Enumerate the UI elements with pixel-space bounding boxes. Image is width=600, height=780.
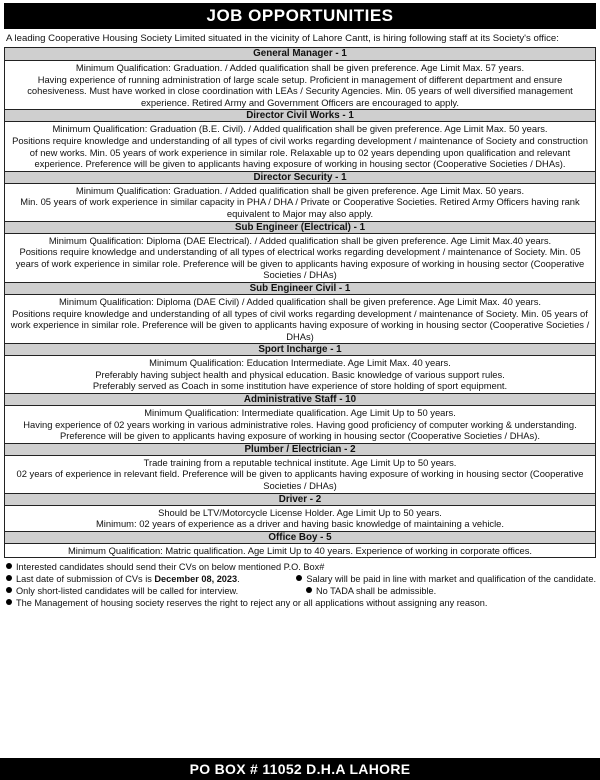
job-description <box>5 60 595 109</box>
job-line: Min. 05 years of work experience in similar capacity in PHA / DHA / Private or Cooperative Societies. Retired Army Officers having rank equivalent to Major may also apply. <box>20 196 580 219</box>
jobs-table <box>4 47 596 558</box>
job-line: Minimum Qualification: Graduation (B.E. Civil). / Added qualification shall be given preference. Age Limit Max. 50 years. <box>52 123 548 135</box>
job-description <box>5 455 595 493</box>
job-title: Driver - 2 <box>5 493 595 505</box>
job-line: Minimum Qualification: Graduation. / Added qualification shall be given preference. Age Limit Max. 57 years. <box>75 62 525 73</box>
bullet-icon <box>6 575 12 581</box>
job-line: Having experience of 02 years working in various administrative roles. Having good proficiency of computer working & understanding. Preference will be given to applicants having exposure of working in housing sector (Cooperative Societies / DHAs). <box>23 418 577 442</box>
note-text: No TADA shall be admissible. <box>316 586 437 597</box>
job-title: Plumber / Electrician - 2 <box>5 443 595 455</box>
bullet-icon <box>6 563 12 569</box>
job-line: Should be LTV/Motorcycle License Holder. Age Limit Up to 50 years. <box>158 506 442 518</box>
intro-text: A leading Cooperative Housing Society Limited situated in the vicinity of Lahore Cantt, is hiring following staff at its Society's office: <box>6 33 559 44</box>
job-line: Trade training from a reputable technical institute. Age Limit Up to 50 years. <box>143 456 457 468</box>
job-description <box>5 233 595 282</box>
job-description <box>5 183 595 221</box>
job-title: General Manager - 1 <box>5 48 595 60</box>
last-date: December 08, 2023 <box>154 574 238 585</box>
note-item <box>6 585 306 597</box>
page-title: JOB OPPORTUNITIES <box>4 3 596 29</box>
job-description <box>5 121 595 170</box>
note-text: Salary will be paid in line with market and qualification of the candidate. <box>306 574 596 585</box>
job-description <box>5 543 595 558</box>
job-title: Sub Engineer (Electrical) - 1 <box>5 221 595 233</box>
bullet-icon <box>6 599 12 605</box>
po-box-footer: PO BOX # 11052 D.H.A LAHORE <box>0 758 600 780</box>
bullet-icon <box>6 587 12 593</box>
note-item <box>6 597 487 609</box>
notes-list <box>4 561 596 609</box>
bullet-icon <box>306 587 312 593</box>
note-text: Only short-listed candidates will be called for interview. <box>16 586 239 597</box>
bullet-icon <box>296 575 302 581</box>
note-item <box>306 585 436 597</box>
job-title: Administrative Staff - 10 <box>5 393 595 405</box>
note-item <box>6 561 324 573</box>
job-line: Positions require knowledge and understanding of all types of civil works regarding development / maintenance of Society and construction of new works. Min. 05 years of work experience in similar role. Relaxable up to 02 years depending upon qualification and relevant experience. Preference will be given to applicants having exposure of working in housing sector (Cooperative Societies / DHAs). <box>12 134 588 170</box>
job-title: Director Civil Works - 1 <box>5 109 595 121</box>
job-line: Minimum: 02 years of experience as a driver and having basic knowledge of maintaining a vehicle. <box>95 518 505 530</box>
job-description <box>5 294 595 343</box>
job-line: Preferably having subject health and physical education. Basic knowledge of various support rules. <box>95 368 505 380</box>
job-description <box>5 405 595 443</box>
job-title: Director Security - 1 <box>5 171 595 183</box>
job-line: Minimum Qualification: Matric qualification. Age Limit Up to 40 years. Experience of working in corporate offices. <box>67 544 533 556</box>
job-line: Minimum Qualification: Graduation. / Added qualification shall be given preference. Age Limit Max. 50 years. <box>75 184 525 196</box>
job-line: Minimum Qualification: Diploma (DAE Electrical). / Added qualification shall be given preference. Age Limit Max.40 years. <box>48 234 552 246</box>
job-line: Preferably served as Coach in some institution have experience of store holding of sport equipment. <box>92 380 508 392</box>
job-title: Sub Engineer Civil - 1 <box>5 282 595 294</box>
job-line: Minimum Qualification: Intermediate qualification. Age Limit Up to 50 years. <box>144 407 456 419</box>
job-description <box>5 355 595 393</box>
last-date-prefix: Last date of submission of CVs is <box>16 574 155 585</box>
job-title: Office Boy - 5 <box>5 531 595 543</box>
note-text <box>16 573 240 585</box>
note-text: The Management of housing society reserves the right to reject any or all applications without assigning any reason. <box>16 598 488 609</box>
last-date-suffix: . <box>237 574 240 585</box>
job-line: Minimum Qualification: Diploma (DAE Civil) / Added qualification shall be given preference. Age Limit Max. 40 years. <box>59 295 541 307</box>
job-line: Having experience of running administration of large scale setup. Proficient in management of different department and ensure cohesiveness. Must have worked in close coordination with LEAs / Security Agencies. Min. 05 years of well diversified management experience. Retired Army and Government Officers are encouraged to apply. <box>27 73 573 108</box>
note-text: Interested candidates should send their CVs on below mentioned P.O. Box# <box>16 562 325 573</box>
note-item <box>296 573 596 585</box>
job-line: Positions require knowledge and understanding of all types of civil works regarding development / maintenance of Society. Min. 05 years of work experience in similar role. Preference will be given to applicants having exposure of working in housing sector (Cooperative Societies / DHAs) <box>10 307 590 342</box>
job-title: Sport Incharge - 1 <box>5 343 595 355</box>
job-line: Minimum Qualification: Education Intermediate. Age Limit Max. 40 years. <box>149 357 451 369</box>
job-line: Positions require knowledge and understanding of all types of electrical works regarding development / maintenance of Society. Min. 05 years of work experience in similar role. Preference will be given to applicants having exposure of working in housing sector (Cooperative Societies / DHAs) <box>15 246 585 281</box>
note-item <box>6 573 296 585</box>
job-description <box>5 505 595 531</box>
job-line: 02 years of experience in relevant field. Preference will be given to applicants having exposure of working in housing sector (Cooperative Societies / DHAs) <box>16 468 584 492</box>
